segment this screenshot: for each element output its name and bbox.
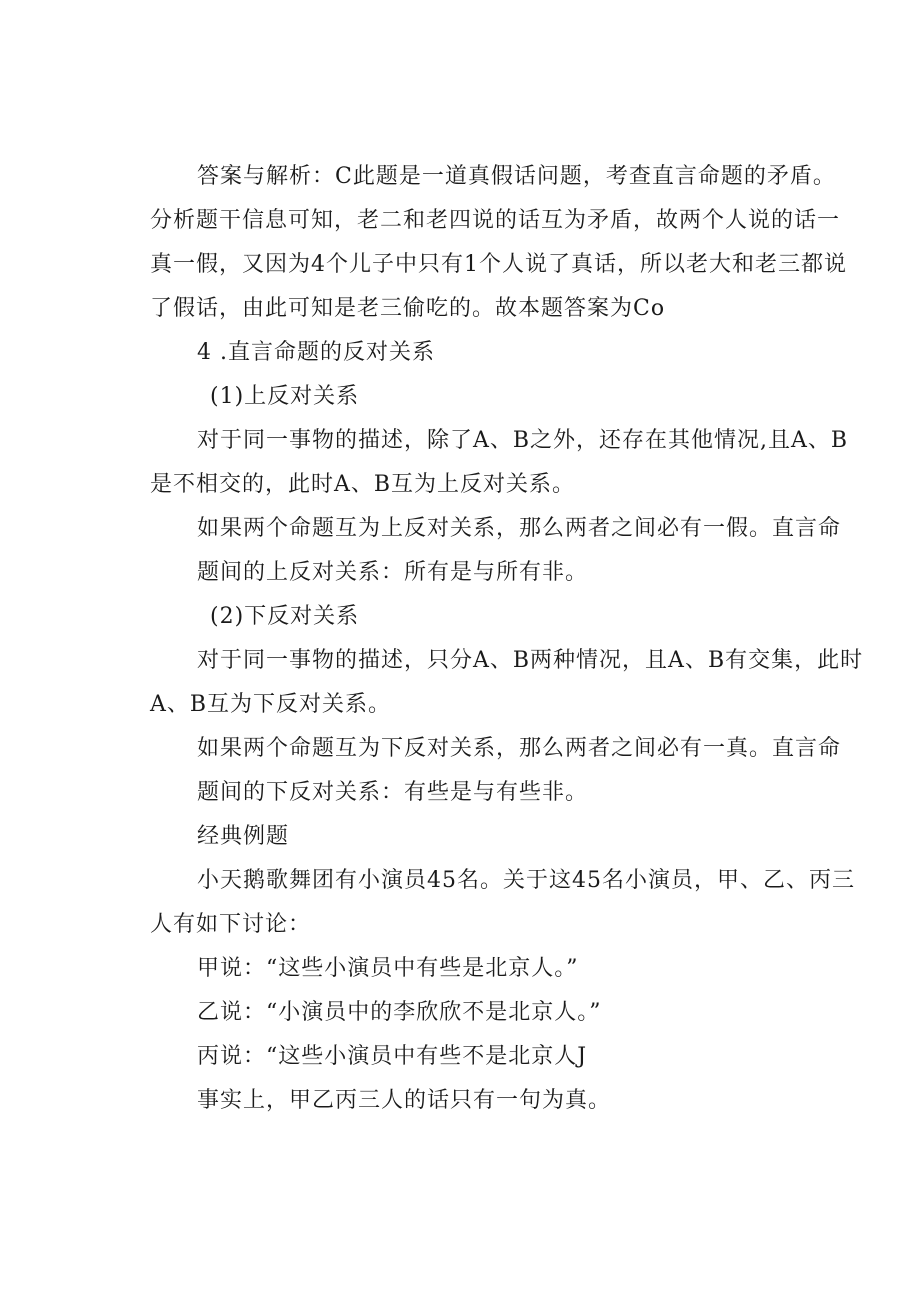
example-question-line-2: 人有如下讨论：: [150, 912, 312, 937]
statement-bing: 丙说：“这些小演员中有些不是北京人J: [197, 1044, 588, 1069]
sub-2-heading: (2)下反对关系: [210, 604, 360, 629]
answer-line-2: 分析题干信息可知，老二和老四说的话互为矛盾，故两个人说的话一: [150, 208, 841, 233]
sub-2-p2-line-2: 题间的下反对关系：有些是与有些非。: [197, 780, 589, 805]
answer-line-4: 了假话，由此可知是老三偷吃的。故本题答案为Co: [150, 296, 666, 321]
answer-line-3: 真一假，又因为4个儿子中只有1个人说了真话，所以老大和老三都说: [150, 252, 847, 277]
fact-statement: 事实上，甲乙丙三人的话只有一句为真。: [197, 1088, 612, 1113]
sub-1-p1-line-2: 是不相交的，此时A、B互为上反对关系。: [150, 472, 576, 497]
sub-1-heading: (1)上反对关系: [210, 384, 360, 409]
sub-1-p1-line-1: 对于同一事物的描述，除了A、B之外，还存在其他情况,且A、B: [197, 428, 849, 453]
sub-2-p2-line-1: 如果两个命题互为下反对关系，那么两者之间必有一真。直言命: [197, 736, 842, 761]
answer-line-1: 答案与解析：C此题是一道真假话问题，考查直言命题的矛盾。: [197, 164, 836, 189]
section-4-heading: 4 .直言命题的反对关系: [197, 340, 435, 365]
statement-yi: 乙说：“小演员中的李欣欣不是北京人。”: [197, 1000, 602, 1025]
example-question-line-1: 小天鹅歌舞团有小演员45名。关于这45名小演员，甲、乙、丙三: [197, 868, 855, 893]
sub-1-p2-line-1: 如果两个命题互为上反对关系，那么两者之间必有一假。直言命: [197, 516, 842, 541]
sub-1-p2-line-2: 题间的上反对关系：所有是与所有非。: [197, 560, 589, 585]
sub-2-p1-line-1: 对于同一事物的描述，只分A、B两种情况，且A、B有交集，此时: [197, 648, 864, 673]
statement-jia: 甲说：“这些小演员中有些是北京人。”: [197, 956, 579, 981]
sub-2-p1-line-2: A、B互为下反对关系。: [150, 692, 392, 717]
example-heading: 经典例题: [197, 824, 290, 849]
